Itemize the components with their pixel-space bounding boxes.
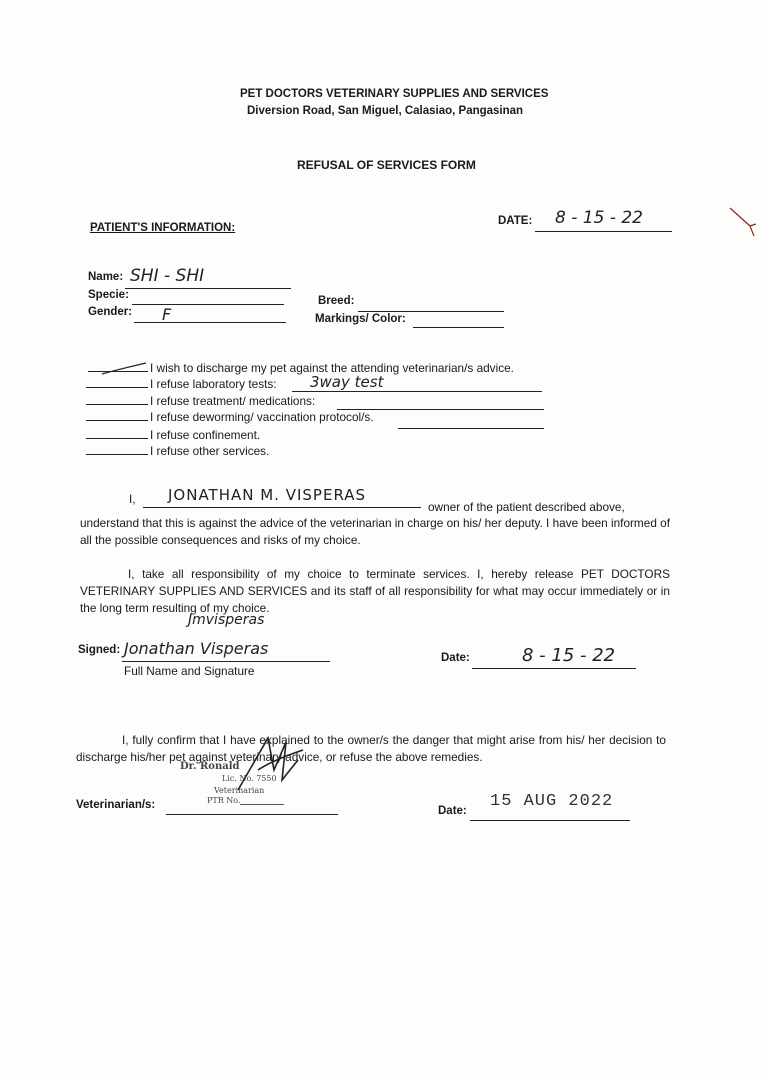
refusal-blank: [86, 387, 148, 388]
markings-label: Markings/ Color:: [315, 313, 406, 325]
refusal-blank: [86, 438, 148, 439]
check-mark-icon: [100, 360, 148, 376]
stamp-name: Dr. Ronald: [180, 761, 240, 772]
refusal-fill-line: [398, 428, 544, 429]
refusal-blank: [86, 420, 148, 421]
vet-line: [166, 814, 338, 815]
refusal-blank: [86, 404, 148, 405]
signature-line: [122, 661, 330, 662]
refusal-item: I refuse laboratory tests:: [150, 377, 277, 391]
vet-date-line: [470, 820, 630, 821]
company-name: PET DOCTORS VETERINARY SUPPLIES AND SERVICES: [240, 88, 549, 100]
release-text: I, take all responsibility of my choice to terminate services. I, hereby release PET DOCTORS VETERINARY SUPPLIES AND SERVICES and its staff of all responsibility for what may occur immediately or in the long term resulting of my choice.: [80, 567, 670, 615]
statement-line1: owner of the patient described above,: [428, 500, 625, 514]
owner-full-name: Jonathan Visperas: [124, 639, 269, 658]
breed-line: [358, 311, 504, 312]
refusal-item: I refuse other services.: [150, 444, 270, 458]
vet-date-label: Date:: [438, 805, 467, 817]
name-value: SHI - SHI: [130, 266, 205, 286]
owner-date-line: [472, 668, 636, 669]
refusal-blank: [86, 454, 148, 455]
company-address: Diversion Road, San Miguel, Calasiao, Pangasinan: [247, 105, 524, 117]
gender-line: [134, 322, 286, 323]
signed-label: Signed:: [78, 644, 121, 656]
refusal-fill: 3way test: [310, 373, 384, 391]
name-label: Name:: [88, 271, 124, 283]
name-line: [125, 288, 291, 289]
markings-line: [413, 327, 504, 328]
owner-name: JONATHAN M. VISPERAS: [168, 486, 367, 504]
gender-label: Gender:: [88, 306, 133, 318]
specie-label: Specie:: [88, 289, 129, 301]
refusal-item: I refuse deworming/ vaccination protocol/s.: [150, 410, 374, 424]
vet-signature-scribble: [228, 730, 308, 800]
specie-line: [132, 304, 284, 305]
statement-text: understand that this is against the advice of the veterinarian in charge on his/ her deputy. I have been informed of all the possible consequences and risks of my choice.: [80, 516, 670, 547]
stamp-license: Lic. No. 7550: [222, 774, 277, 783]
refusal-item: I refuse confinement.: [150, 428, 261, 442]
form-title: REFUSAL OF SERVICES FORM: [297, 158, 476, 172]
confirmation-text: I, fully confirm that I have explained to the owner/s the danger that might arise from his/ her decision to discharge his/her pet against veterinary advice, or refuse the above remedies.: [76, 733, 666, 764]
signature-caption: Full Name and Signature: [124, 664, 255, 678]
stamp-title: Veterinarian: [214, 786, 265, 795]
owner-date-label: Date:: [441, 652, 470, 664]
date-label: DATE:: [498, 215, 533, 227]
vet-date-stamp: 15 AUG 2022: [490, 792, 614, 811]
refusal-fill-line: [292, 391, 542, 392]
patient-info-heading: PATIENT'S INFORMATION:: [90, 222, 236, 234]
stamp-ptr-line: [240, 804, 284, 805]
owner-date-value: 8 - 15 - 22: [522, 645, 616, 666]
breed-label: Breed:: [318, 295, 355, 307]
date-line: [535, 231, 672, 232]
statement-prefix: I,: [129, 492, 136, 506]
vet-label: Veterinarian/s:: [76, 799, 156, 811]
owner-name-line: [143, 507, 421, 508]
owner-signature: Jmvisperas: [188, 612, 265, 628]
date-value: 8 - 15 - 22: [555, 208, 643, 228]
refusal-item: I refuse treatment/ medications:: [150, 394, 316, 408]
refusal-item: I wish to discharge my pet against the attending veterinarian/s advice.: [150, 361, 514, 375]
stamp-ptr: PTR No.: [207, 796, 241, 805]
gender-value: F: [162, 305, 172, 324]
pen-mark-icon: [728, 204, 758, 238]
